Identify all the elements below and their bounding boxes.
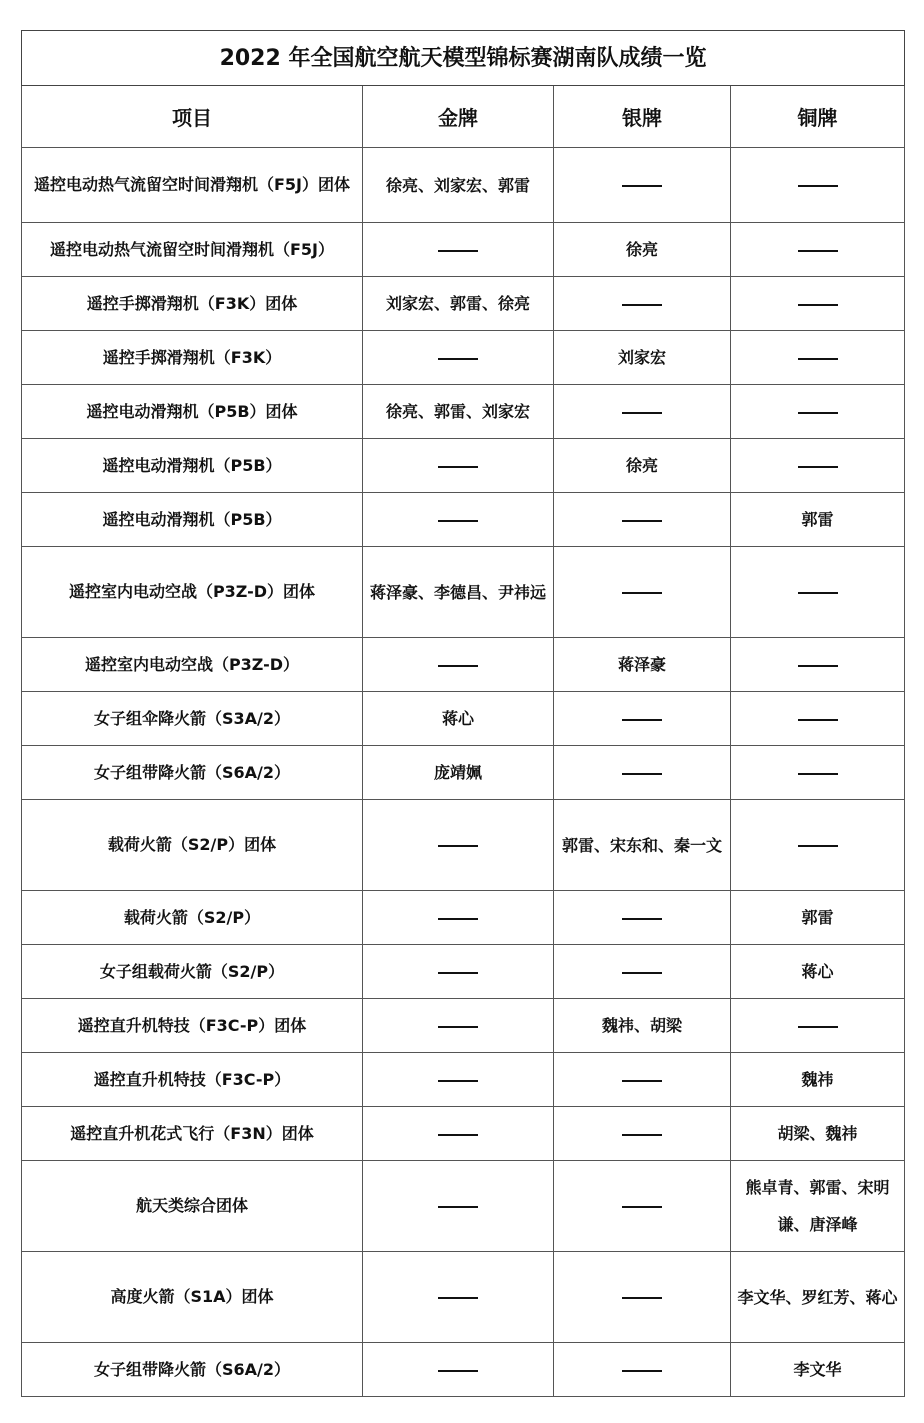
bronze-cell: 胡梁、魏祎 [731,1107,905,1161]
no-medal-dash [438,1026,478,1028]
no-medal-dash [798,592,838,594]
bronze-cell: 蒋心 [731,945,905,999]
silver-cell: 郭雷、宋东和、秦一文 [554,800,731,891]
no-medal-dash [438,918,478,920]
table-row [22,999,905,1053]
table-row [22,1161,905,1252]
gold-cell: 徐亮、郭雷、刘家宏 [363,385,554,439]
bronze-cell: 李文华、罗红芳、蒋心 [731,1252,905,1343]
no-medal-dash [438,250,478,252]
event-cell: 女子组带降火箭（S6A/2） [22,1343,363,1397]
event-cell: 遥控直升机特技（F3C-P） [22,1053,363,1107]
event-cell: 遥控直升机花式飞行（F3N）团体 [22,1107,363,1161]
silver-cell: 刘家宏 [554,331,731,385]
event-cell: 遥控直升机特技（F3C-P）团体 [22,999,363,1053]
header-silver: 银牌 [554,86,731,148]
table-row [22,692,905,746]
bronze-cell: 郭雷 [731,891,905,945]
event-cell: 遥控室内电动空战（P3Z-D） [22,638,363,692]
event-cell: 高度火箭（S1A）团体 [22,1252,363,1343]
bronze-cell [731,385,905,439]
gold-cell [363,999,554,1053]
event-cell: 遥控电动滑翔机（P5B） [22,439,363,493]
silver-cell [554,692,731,746]
results-table [21,30,905,1397]
silver-cell [554,547,731,638]
results-body [22,148,905,1397]
no-medal-dash [798,185,838,187]
event-cell: 女子组伞降火箭（S3A/2） [22,692,363,746]
no-medal-dash [798,250,838,252]
silver-cell: 徐亮 [554,223,731,277]
gold-cell [363,331,554,385]
bronze-cell [731,638,905,692]
no-medal-dash [798,719,838,721]
table-row [22,746,905,800]
bronze-cell [731,999,905,1053]
gold-cell [363,1252,554,1343]
gold-cell: 蒋泽豪、李德昌、尹祎远 [363,547,554,638]
no-medal-dash [438,1206,478,1208]
no-medal-dash [622,1134,662,1136]
table-row [22,800,905,891]
event-cell: 遥控手掷滑翔机（F3K）团体 [22,277,363,331]
silver-cell [554,493,731,547]
no-medal-dash [438,466,478,468]
no-medal-dash [798,1026,838,1028]
no-medal-dash [798,466,838,468]
silver-cell [554,891,731,945]
bronze-cell [731,148,905,223]
no-medal-dash [622,1206,662,1208]
table-row [22,331,905,385]
event-cell: 载荷火箭（S2/P）团体 [22,800,363,891]
bronze-cell [731,692,905,746]
event-cell: 遥控电动热气流留空时间滑翔机（F5J）团体 [22,148,363,223]
table-row [22,1252,905,1343]
gold-cell [363,493,554,547]
gold-cell [363,439,554,493]
no-medal-dash [438,1297,478,1299]
event-cell: 遥控电动热气流留空时间滑翔机（F5J） [22,223,363,277]
bronze-cell [731,331,905,385]
no-medal-dash [622,592,662,594]
no-medal-dash [622,1297,662,1299]
silver-cell [554,1252,731,1343]
no-medal-dash [438,665,478,667]
no-medal-dash [798,358,838,360]
silver-cell [554,1161,731,1252]
no-medal-dash [622,719,662,721]
gold-cell: 庞靖姵 [363,746,554,800]
no-medal-dash [798,304,838,306]
table-row [22,223,905,277]
silver-cell [554,1053,731,1107]
gold-cell [363,1343,554,1397]
silver-cell [554,1107,731,1161]
no-medal-dash [438,972,478,974]
no-medal-dash [622,773,662,775]
no-medal-dash [622,520,662,522]
silver-cell [554,148,731,223]
no-medal-dash [438,845,478,847]
gold-cell [363,800,554,891]
table-row [22,891,905,945]
no-medal-dash [622,972,662,974]
silver-cell: 徐亮 [554,439,731,493]
table-row [22,1343,905,1397]
no-medal-dash [798,773,838,775]
bronze-cell [731,439,905,493]
table-row [22,148,905,223]
silver-cell [554,746,731,800]
bronze-cell [731,800,905,891]
silver-cell: 蒋泽豪 [554,638,731,692]
gold-cell [363,891,554,945]
header-gold: 金牌 [363,86,554,148]
gold-cell [363,223,554,277]
silver-cell [554,945,731,999]
event-cell: 遥控手掷滑翔机（F3K） [22,331,363,385]
results-table-container [21,30,904,1397]
header-event: 项目 [22,86,363,148]
no-medal-dash [622,918,662,920]
bronze-cell: 郭雷 [731,493,905,547]
gold-cell: 徐亮、刘家宏、郭雷 [363,148,554,223]
event-cell: 遥控室内电动空战（P3Z-D）团体 [22,547,363,638]
no-medal-dash [622,304,662,306]
no-medal-dash [622,412,662,414]
table-row [22,547,905,638]
event-cell: 遥控电动滑翔机（P5B）团体 [22,385,363,439]
silver-cell [554,277,731,331]
no-medal-dash [438,1370,478,1372]
bronze-cell: 熊卓青、郭雷、宋明谦、唐泽峰 [731,1161,905,1252]
silver-cell [554,1343,731,1397]
title-row [22,31,905,86]
gold-cell [363,945,554,999]
no-medal-dash [798,412,838,414]
table-row [22,277,905,331]
gold-cell [363,1053,554,1107]
bronze-cell [731,746,905,800]
gold-cell: 蒋心 [363,692,554,746]
no-medal-dash [622,185,662,187]
no-medal-dash [438,520,478,522]
silver-cell: 魏祎、胡梁 [554,999,731,1053]
table-row [22,493,905,547]
bronze-cell [731,277,905,331]
table-row [22,945,905,999]
event-cell: 航天类综合团体 [22,1161,363,1252]
event-cell: 女子组带降火箭（S6A/2） [22,746,363,800]
gold-cell [363,1107,554,1161]
no-medal-dash [438,1080,478,1082]
bronze-cell [731,547,905,638]
header-row [22,86,905,148]
gold-cell: 刘家宏、郭雷、徐亮 [363,277,554,331]
bronze-cell: 李文华 [731,1343,905,1397]
silver-cell [554,385,731,439]
header-bronze: 铜牌 [731,86,905,148]
table-row [22,1107,905,1161]
gold-cell [363,638,554,692]
no-medal-dash [622,1370,662,1372]
bronze-cell [731,223,905,277]
no-medal-dash [798,665,838,667]
table-title: 2022 年全国航空航天模型锦标赛湖南队成绩一览 [22,31,905,86]
event-cell: 载荷火箭（S2/P） [22,891,363,945]
gold-cell [363,1161,554,1252]
no-medal-dash [438,358,478,360]
table-row [22,439,905,493]
bronze-cell: 魏祎 [731,1053,905,1107]
table-row [22,385,905,439]
table-row [22,1053,905,1107]
table-row [22,638,905,692]
event-cell: 女子组载荷火箭（S2/P） [22,945,363,999]
no-medal-dash [798,845,838,847]
event-cell: 遥控电动滑翔机（P5B） [22,493,363,547]
no-medal-dash [438,1134,478,1136]
no-medal-dash [622,1080,662,1082]
